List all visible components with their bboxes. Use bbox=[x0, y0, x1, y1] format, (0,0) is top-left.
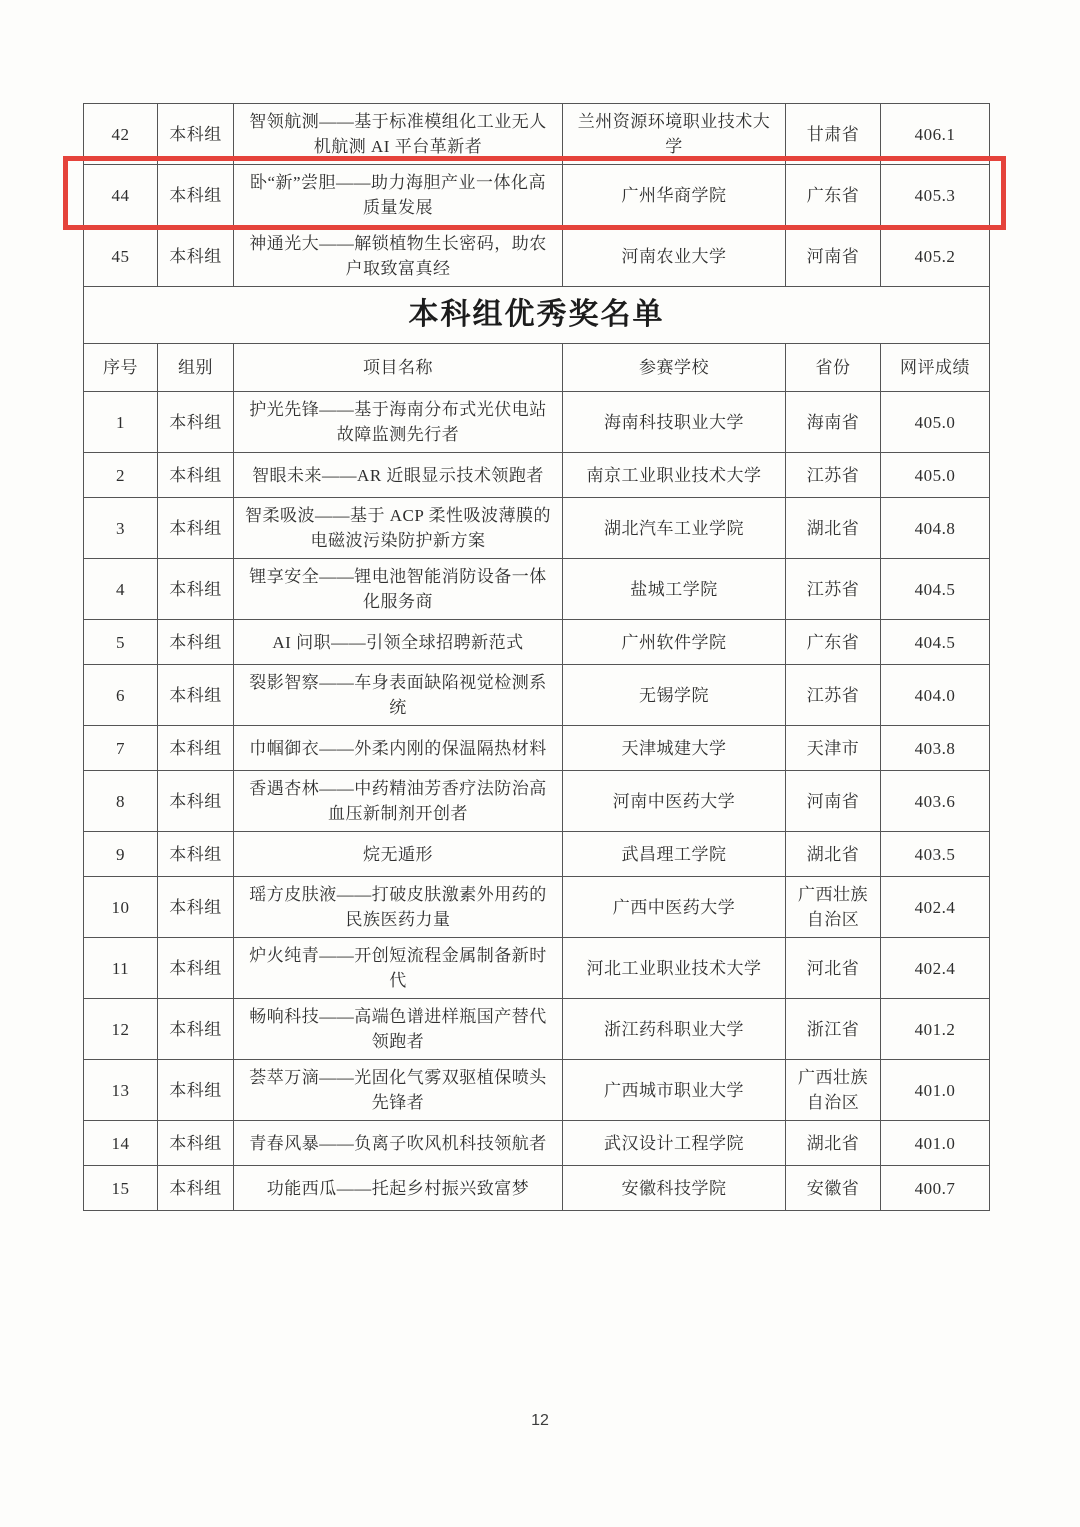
cell-school: 浙江药科职业大学 bbox=[563, 999, 786, 1060]
cell-score: 403.6 bbox=[881, 771, 990, 832]
cell-project: 炉火纯青——开创短流程金属制备新时代 bbox=[234, 938, 563, 999]
cell-score: 401.0 bbox=[881, 1060, 990, 1121]
cell-serial: 13 bbox=[84, 1060, 158, 1121]
cell-group: 本科组 bbox=[158, 771, 234, 832]
cell-project: 神通光大——解锁植物生长密码，助农户取致富真经 bbox=[234, 226, 563, 287]
cell-score: 401.2 bbox=[881, 999, 990, 1060]
cell-province: 江苏省 bbox=[786, 559, 881, 620]
cell-school: 广州软件学院 bbox=[563, 620, 786, 665]
page-number: 12 bbox=[531, 1412, 549, 1429]
cell-serial: 44 bbox=[84, 165, 158, 226]
cell-province: 湖北省 bbox=[786, 832, 881, 877]
cell-score: 404.0 bbox=[881, 665, 990, 726]
cell-province: 湖北省 bbox=[786, 1121, 881, 1166]
cell-serial: 45 bbox=[84, 226, 158, 287]
cell-group: 本科组 bbox=[158, 832, 234, 877]
cell-project: 巾帼御衣——外柔内刚的保温隔热材料 bbox=[234, 726, 563, 771]
cell-group: 本科组 bbox=[158, 665, 234, 726]
cell-score: 406.1 bbox=[881, 104, 990, 165]
cell-project: 青春风暴——负离子吹风机科技领航者 bbox=[234, 1121, 563, 1166]
cell-project: 卧“新”尝胆——助力海胆产业一体化高质量发展 bbox=[234, 165, 563, 226]
cell-school: 兰州资源环境职业技术大学 bbox=[563, 104, 786, 165]
cell-school: 武汉设计工程学院 bbox=[563, 1121, 786, 1166]
cell-project: 锂享安全——锂电池智能消防设备一体化服务商 bbox=[234, 559, 563, 620]
cell-serial: 9 bbox=[84, 832, 158, 877]
section-title: 本科组优秀奖名单 bbox=[84, 287, 990, 344]
cell-school: 广西中医药大学 bbox=[563, 877, 786, 938]
cell-project: 荟萃万滴——光固化气雾双驱植保喷头先锋者 bbox=[234, 1060, 563, 1121]
table-row bbox=[84, 498, 990, 559]
cell-group: 本科组 bbox=[158, 498, 234, 559]
cell-province: 广东省 bbox=[786, 620, 881, 665]
cell-school: 南京工业职业技术大学 bbox=[563, 453, 786, 498]
cell-project: 烷无遁形 bbox=[234, 832, 563, 877]
cell-group: 本科组 bbox=[158, 104, 234, 165]
cell-province: 江苏省 bbox=[786, 665, 881, 726]
table-row bbox=[84, 832, 990, 877]
cell-serial: 7 bbox=[84, 726, 158, 771]
cell-project: 香遇杏林——中药精油芳香疗法防治高血压新制剂开创者 bbox=[234, 771, 563, 832]
cell-serial: 3 bbox=[84, 498, 158, 559]
table-row bbox=[84, 1166, 990, 1211]
cell-score: 403.5 bbox=[881, 832, 990, 877]
cell-project: AI 问职——引领全球招聘新范式 bbox=[234, 620, 563, 665]
cell-province: 河南省 bbox=[786, 771, 881, 832]
table-row bbox=[84, 938, 990, 999]
cell-score: 404.8 bbox=[881, 498, 990, 559]
cell-score: 405.0 bbox=[881, 392, 990, 453]
cell-group: 本科组 bbox=[158, 938, 234, 999]
cell-school: 天津城建大学 bbox=[563, 726, 786, 771]
cell-group: 本科组 bbox=[158, 1060, 234, 1121]
section-title-row bbox=[84, 287, 990, 344]
cell-group: 本科组 bbox=[158, 726, 234, 771]
cell-serial: 14 bbox=[84, 1121, 158, 1166]
header-school: 参赛学校 bbox=[563, 344, 786, 392]
cell-project: 瑶方皮肤液——打破皮肤激素外用药的民族医药力量 bbox=[234, 877, 563, 938]
table-row bbox=[84, 559, 990, 620]
table-row bbox=[84, 665, 990, 726]
cell-group: 本科组 bbox=[158, 165, 234, 226]
table-row bbox=[84, 726, 990, 771]
table-row bbox=[84, 999, 990, 1060]
cell-score: 405.3 bbox=[881, 165, 990, 226]
cell-province: 河北省 bbox=[786, 938, 881, 999]
table-row bbox=[84, 771, 990, 832]
cell-school: 河南农业大学 bbox=[563, 226, 786, 287]
cell-school: 武昌理工学院 bbox=[563, 832, 786, 877]
cell-project: 裂影智察——车身表面缺陷视觉检测系统 bbox=[234, 665, 563, 726]
cell-school: 河南中医药大学 bbox=[563, 771, 786, 832]
table-row bbox=[84, 620, 990, 665]
cell-project: 智眼未来——AR 近眼显示技术领跑者 bbox=[234, 453, 563, 498]
table-header-row bbox=[84, 344, 990, 392]
cell-province: 广西壮族自治区 bbox=[786, 877, 881, 938]
cell-school: 盐城工学院 bbox=[563, 559, 786, 620]
header-serial: 序号 bbox=[84, 344, 158, 392]
cell-project: 智领航测——基于标准模组化工业无人机航测 AI 平台革新者 bbox=[234, 104, 563, 165]
cell-serial: 8 bbox=[84, 771, 158, 832]
cell-score: 405.2 bbox=[881, 226, 990, 287]
cell-school: 安徽科技学院 bbox=[563, 1166, 786, 1211]
cell-serial: 15 bbox=[84, 1166, 158, 1211]
cell-province: 江苏省 bbox=[786, 453, 881, 498]
cell-province: 广东省 bbox=[786, 165, 881, 226]
cell-school: 河北工业职业技术大学 bbox=[563, 938, 786, 999]
cell-score: 404.5 bbox=[881, 559, 990, 620]
cell-serial: 5 bbox=[84, 620, 158, 665]
cell-score: 400.7 bbox=[881, 1166, 990, 1211]
header-group: 组别 bbox=[158, 344, 234, 392]
table-row bbox=[84, 1121, 990, 1166]
cell-school: 广西城市职业大学 bbox=[563, 1060, 786, 1121]
cell-project: 护光先锋——基于海南分布式光伏电站故障监测先行者 bbox=[234, 392, 563, 453]
awards-table bbox=[83, 103, 990, 1211]
cell-province: 甘肃省 bbox=[786, 104, 881, 165]
cell-group: 本科组 bbox=[158, 1166, 234, 1211]
cell-score: 403.8 bbox=[881, 726, 990, 771]
cell-school: 无锡学院 bbox=[563, 665, 786, 726]
cell-serial: 42 bbox=[84, 104, 158, 165]
table-row bbox=[84, 104, 990, 165]
cell-group: 本科组 bbox=[158, 877, 234, 938]
cell-group: 本科组 bbox=[158, 999, 234, 1060]
table-row bbox=[84, 453, 990, 498]
table-row bbox=[84, 1060, 990, 1121]
cell-serial: 6 bbox=[84, 665, 158, 726]
table-row bbox=[84, 226, 990, 287]
cell-province: 海南省 bbox=[786, 392, 881, 453]
header-project: 项目名称 bbox=[234, 344, 563, 392]
cell-province: 河南省 bbox=[786, 226, 881, 287]
cell-project: 畅响科技——高端色谱进样瓶国产替代领跑者 bbox=[234, 999, 563, 1060]
cell-serial: 10 bbox=[84, 877, 158, 938]
cell-group: 本科组 bbox=[158, 620, 234, 665]
cell-serial: 2 bbox=[84, 453, 158, 498]
cell-school: 海南科技职业大学 bbox=[563, 392, 786, 453]
cell-score: 402.4 bbox=[881, 938, 990, 999]
cell-serial: 12 bbox=[84, 999, 158, 1060]
cell-serial: 11 bbox=[84, 938, 158, 999]
cell-province: 广西壮族自治区 bbox=[786, 1060, 881, 1121]
cell-score: 404.5 bbox=[881, 620, 990, 665]
cell-score: 405.0 bbox=[881, 453, 990, 498]
cell-project: 智柔吸波——基于 ACP 柔性吸波薄膜的电磁波污染防护新方案 bbox=[234, 498, 563, 559]
cell-province: 浙江省 bbox=[786, 999, 881, 1060]
cell-province: 安徽省 bbox=[786, 1166, 881, 1211]
cell-province: 天津市 bbox=[786, 726, 881, 771]
cell-score: 401.0 bbox=[881, 1121, 990, 1166]
cell-group: 本科组 bbox=[158, 1121, 234, 1166]
header-score: 网评成绩 bbox=[881, 344, 990, 392]
cell-province: 湖北省 bbox=[786, 498, 881, 559]
cell-school: 湖北汽车工业学院 bbox=[563, 498, 786, 559]
cell-group: 本科组 bbox=[158, 559, 234, 620]
cell-serial: 4 bbox=[84, 559, 158, 620]
cell-score: 402.4 bbox=[881, 877, 990, 938]
cell-group: 本科组 bbox=[158, 453, 234, 498]
table-row-highlighted bbox=[84, 165, 990, 226]
table-row bbox=[84, 877, 990, 938]
cell-school: 广州华商学院 bbox=[563, 165, 786, 226]
cell-project: 功能西瓜——托起乡村振兴致富梦 bbox=[234, 1166, 563, 1211]
table-row bbox=[84, 392, 990, 453]
header-province: 省份 bbox=[786, 344, 881, 392]
cell-serial: 1 bbox=[84, 392, 158, 453]
cell-group: 本科组 bbox=[158, 392, 234, 453]
cell-group: 本科组 bbox=[158, 226, 234, 287]
